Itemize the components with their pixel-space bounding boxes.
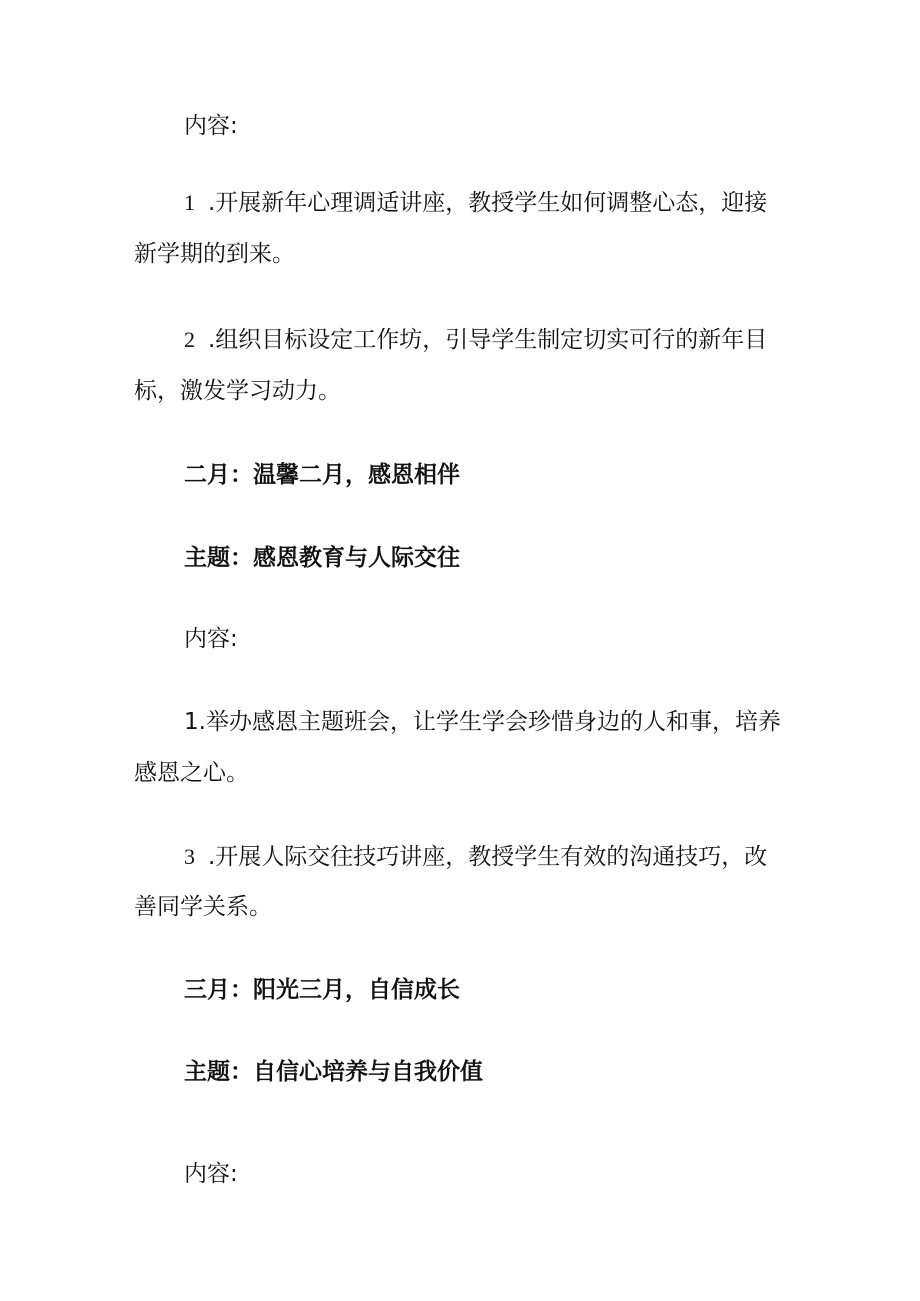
list-item-continuation: 感恩之心。 [134, 760, 249, 786]
list-item-line: 1.举办感恩主题班会，让学生学会珍惜身边的人和事，培养 [184, 709, 781, 735]
content-label: 内容: [184, 113, 238, 139]
section-heading-february: 二月：温馨二月，感恩相伴 [184, 462, 460, 488]
list-item-text: .开展新年心理调适讲座，教授学生如何调整心态，迎接 [208, 190, 768, 216]
section-heading-march: 三月：阳光三月，自信成长 [184, 977, 460, 1003]
list-item-line [184, 188, 767, 218]
list-item-line [184, 325, 767, 355]
content-label: 内容: [184, 626, 238, 652]
content-label: 内容: [184, 1161, 238, 1187]
section-theme-february: 主题：感恩教育与人际交往 [184, 545, 460, 571]
list-item-number: 1 [184, 190, 195, 215]
list-item-number: 2 [184, 327, 195, 352]
list-item-text: .组织目标设定工作坊，引导学生制定切实可行的新年目 [208, 327, 768, 353]
list-item-line [184, 842, 767, 872]
list-item-continuation: 新学期的到来。 [134, 241, 295, 267]
list-item-continuation: 标，激发学习动力。 [134, 378, 341, 404]
list-item-text: .开展人际交往技巧讲座，教授学生有效的沟通技巧，改 [208, 844, 768, 870]
list-item-number: 3 [184, 844, 195, 869]
section-theme-march: 主题：自信心培养与自我价值 [184, 1059, 483, 1085]
list-item-continuation: 善同学关系。 [134, 894, 272, 920]
